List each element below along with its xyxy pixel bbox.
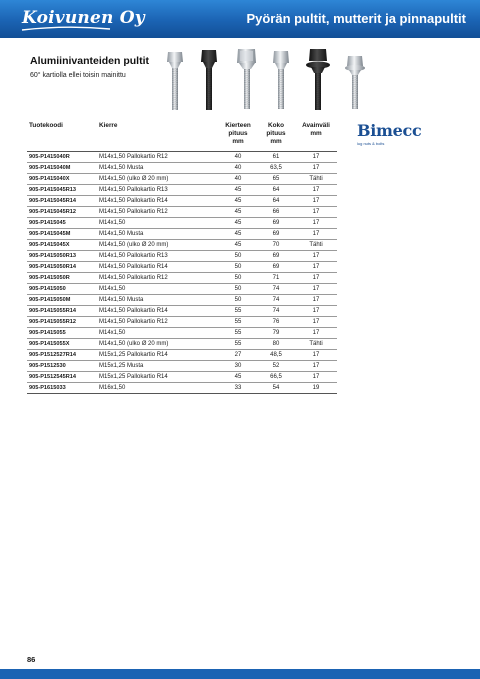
cell-thread: M14x1,50 Pallokartio R14 — [97, 262, 219, 273]
header-total-length: Koko pituus mm — [257, 121, 295, 152]
cell-key-size: 17 — [295, 361, 337, 372]
table-row — [27, 295, 337, 306]
cell-total-length: 64 — [257, 185, 295, 196]
cell-key-size: Tähti — [295, 174, 337, 185]
cell-total-length: 74 — [257, 306, 295, 317]
cell-thread-length: 50 — [219, 284, 257, 295]
page-number: 86 — [27, 655, 36, 664]
table-row — [27, 229, 337, 240]
cell-thread: M16x1,50 — [97, 383, 219, 394]
cell-key-size: 17 — [295, 295, 337, 306]
table-header-row — [27, 121, 337, 152]
bolt-chrome-3 — [273, 51, 289, 109]
table-row — [27, 383, 337, 394]
cell-thread: M14x1,50 (ulko Ø 20 mm) — [97, 339, 219, 350]
table-row — [27, 273, 337, 284]
table-row — [27, 350, 337, 361]
cell-thread-length: 45 — [219, 196, 257, 207]
cell-total-length: 69 — [257, 229, 295, 240]
cell-code: 905-P1415050R13 — [27, 251, 97, 262]
cell-thread: M14x1,50 Pallokartio R14 — [97, 306, 219, 317]
cell-code: 905-P1415040X — [27, 174, 97, 185]
cell-code: 905-P1415045 — [27, 218, 97, 229]
cell-thread-length: 40 — [219, 152, 257, 163]
header-thread-length: Kierteen pituus mm — [219, 121, 257, 152]
page-header-title: Pyörän pultit, mutterit ja pinnapultit — [246, 11, 466, 26]
brand-tagline: lug nuts & bolts — [357, 141, 385, 146]
cell-total-length: 69 — [257, 262, 295, 273]
cell-thread: M14x1,50 Pallokartio R12 — [97, 317, 219, 328]
cell-total-length: 54 — [257, 383, 295, 394]
cell-total-length: 61 — [257, 152, 295, 163]
table-row — [27, 361, 337, 372]
table-row — [27, 185, 337, 196]
cell-code: 905-P1415045M — [27, 229, 97, 240]
footer-bar — [0, 669, 480, 679]
bolt-spec-table — [27, 121, 337, 394]
table-row — [27, 251, 337, 262]
table-row — [27, 218, 337, 229]
bolt-black-1 — [201, 50, 217, 110]
table-row — [27, 317, 337, 328]
cell-total-length: 80 — [257, 339, 295, 350]
cell-thread-length: 50 — [219, 251, 257, 262]
cell-code: 905-P1415055 — [27, 328, 97, 339]
header-key-size: Avainväli mm — [295, 121, 337, 152]
cell-thread-length: 45 — [219, 372, 257, 383]
cell-thread-length: 50 — [219, 273, 257, 284]
table-row — [27, 174, 337, 185]
cell-thread: M14x1,50 Pallokartio R12 — [97, 207, 219, 218]
cell-key-size: 17 — [295, 273, 337, 284]
cell-thread: M14x1,50 Pallokartio R12 — [97, 152, 219, 163]
cell-thread-length: 50 — [219, 295, 257, 306]
bolt-chrome-2 — [237, 49, 256, 109]
cell-key-size: 17 — [295, 163, 337, 174]
cell-key-size: 17 — [295, 328, 337, 339]
cell-code: 905-P1415040R — [27, 152, 97, 163]
cell-code: 905-P1415045R14 — [27, 196, 97, 207]
cell-thread: M15x1,25 Musta — [97, 361, 219, 372]
cell-code: 905-P1415055X — [27, 339, 97, 350]
cell-key-size: 17 — [295, 284, 337, 295]
table-row — [27, 328, 337, 339]
cell-thread-length: 30 — [219, 361, 257, 372]
cell-code: 905-P1415055R12 — [27, 317, 97, 328]
bolt-chrome-1 — [167, 52, 183, 110]
cell-thread-length: 33 — [219, 383, 257, 394]
cell-key-size: 17 — [295, 152, 337, 163]
cell-code: 905-P1415045R12 — [27, 207, 97, 218]
cell-thread: M14x1,50 Pallokartio R14 — [97, 196, 219, 207]
cell-thread: M14x1,50 Musta — [97, 295, 219, 306]
cell-thread: M14x1,50 Musta — [97, 229, 219, 240]
brand-name: Bimecc — [357, 121, 422, 140]
header-bar — [0, 0, 480, 38]
cell-thread: M14x1,50 — [97, 218, 219, 229]
cell-code: 905-P1512527R14 — [27, 350, 97, 361]
cell-key-size: Tähti — [295, 339, 337, 350]
cell-code: 905-P1415045R13 — [27, 185, 97, 196]
table-row — [27, 196, 337, 207]
cell-total-length: 79 — [257, 328, 295, 339]
section-subtitle: 60° kartiolla ellei toisin mainittu — [30, 72, 126, 79]
cell-total-length: 74 — [257, 284, 295, 295]
cell-key-size: 17 — [295, 196, 337, 207]
cell-total-length: 66,5 — [257, 372, 295, 383]
bolt-black-2 — [306, 49, 330, 110]
cell-thread: M14x1,50 (ulko Ø 20 mm) — [97, 240, 219, 251]
cell-thread: M15x1,25 Pallokartio R14 — [97, 372, 219, 383]
cell-thread-length: 45 — [219, 229, 257, 240]
cell-thread-length: 55 — [219, 306, 257, 317]
wheel-bolts-image — [160, 46, 375, 116]
cell-code: 905-P1415050R14 — [27, 262, 97, 273]
table-row — [27, 372, 337, 383]
cell-key-size: 17 — [295, 372, 337, 383]
cell-key-size: 17 — [295, 350, 337, 361]
logo-swoosh-icon — [20, 26, 112, 32]
cell-key-size: 17 — [295, 306, 337, 317]
cell-key-size: 17 — [295, 229, 337, 240]
cell-total-length: 65 — [257, 174, 295, 185]
cell-code: 905-P1415050R — [27, 273, 97, 284]
cell-thread: M14x1,50 (ulko Ø 20 mm) — [97, 174, 219, 185]
cell-total-length: 48,5 — [257, 350, 295, 361]
cell-key-size: 17 — [295, 262, 337, 273]
cell-total-length: 70 — [257, 240, 295, 251]
cell-thread-length: 45 — [219, 185, 257, 196]
bimecc-brand-logo — [357, 121, 437, 151]
cell-thread-length: 45 — [219, 207, 257, 218]
cell-key-size: 17 — [295, 207, 337, 218]
cell-thread: M14x1,50 — [97, 284, 219, 295]
cell-key-size: 17 — [295, 218, 337, 229]
cell-thread: M14x1,50 Pallokartio R12 — [97, 273, 219, 284]
cell-thread-length: 55 — [219, 339, 257, 350]
company-logo: Koivunen Oy — [22, 8, 145, 28]
cell-thread: M15x1,25 Pallokartio R14 — [97, 350, 219, 361]
bolt-chrome-4 — [345, 56, 365, 109]
cell-code: 905-P1415045X — [27, 240, 97, 251]
cell-code: 905-P1415055R14 — [27, 306, 97, 317]
cell-key-size: 17 — [295, 185, 337, 196]
cell-total-length: 64 — [257, 196, 295, 207]
cell-thread-length: 40 — [219, 174, 257, 185]
header-thread: Kierre — [97, 121, 219, 152]
table-row — [27, 240, 337, 251]
cell-thread-length: 27 — [219, 350, 257, 361]
cell-total-length: 69 — [257, 218, 295, 229]
header-code: Tuotekoodi — [27, 121, 97, 152]
cell-total-length: 76 — [257, 317, 295, 328]
cell-thread: M14x1,50 — [97, 328, 219, 339]
cell-code: 905-P1415050 — [27, 284, 97, 295]
cell-key-size: 17 — [295, 251, 337, 262]
cell-thread-length: 45 — [219, 240, 257, 251]
cell-thread-length: 55 — [219, 317, 257, 328]
cell-total-length: 52 — [257, 361, 295, 372]
cell-code: 905-P1615033 — [27, 383, 97, 394]
table-row — [27, 152, 337, 163]
cell-thread: M14x1,50 Musta — [97, 163, 219, 174]
cell-code: 905-P1512530 — [27, 361, 97, 372]
table-row — [27, 262, 337, 273]
table-row — [27, 284, 337, 295]
section-title: Alumiinivanteiden pultit — [30, 55, 150, 67]
cell-thread: M14x1,50 Pallokartio R13 — [97, 185, 219, 196]
table-row — [27, 339, 337, 350]
cell-total-length: 74 — [257, 295, 295, 306]
cell-thread: M14x1,50 Pallokartio R13 — [97, 251, 219, 262]
cell-code: 905-P1415050M — [27, 295, 97, 306]
cell-key-size: 17 — [295, 317, 337, 328]
cell-thread-length: 50 — [219, 262, 257, 273]
table-row — [27, 306, 337, 317]
table-row — [27, 163, 337, 174]
cell-total-length: 66 — [257, 207, 295, 218]
table-body — [27, 152, 337, 394]
cell-thread-length: 55 — [219, 328, 257, 339]
cell-code: 905-P1415040M — [27, 163, 97, 174]
cell-total-length: 63,5 — [257, 163, 295, 174]
cell-thread-length: 45 — [219, 218, 257, 229]
cell-key-size: Tähti — [295, 240, 337, 251]
cell-code: 905-P1512545R14 — [27, 372, 97, 383]
cell-total-length: 71 — [257, 273, 295, 284]
cell-total-length: 69 — [257, 251, 295, 262]
cell-thread-length: 40 — [219, 163, 257, 174]
cell-key-size: 19 — [295, 383, 337, 394]
table-row — [27, 207, 337, 218]
